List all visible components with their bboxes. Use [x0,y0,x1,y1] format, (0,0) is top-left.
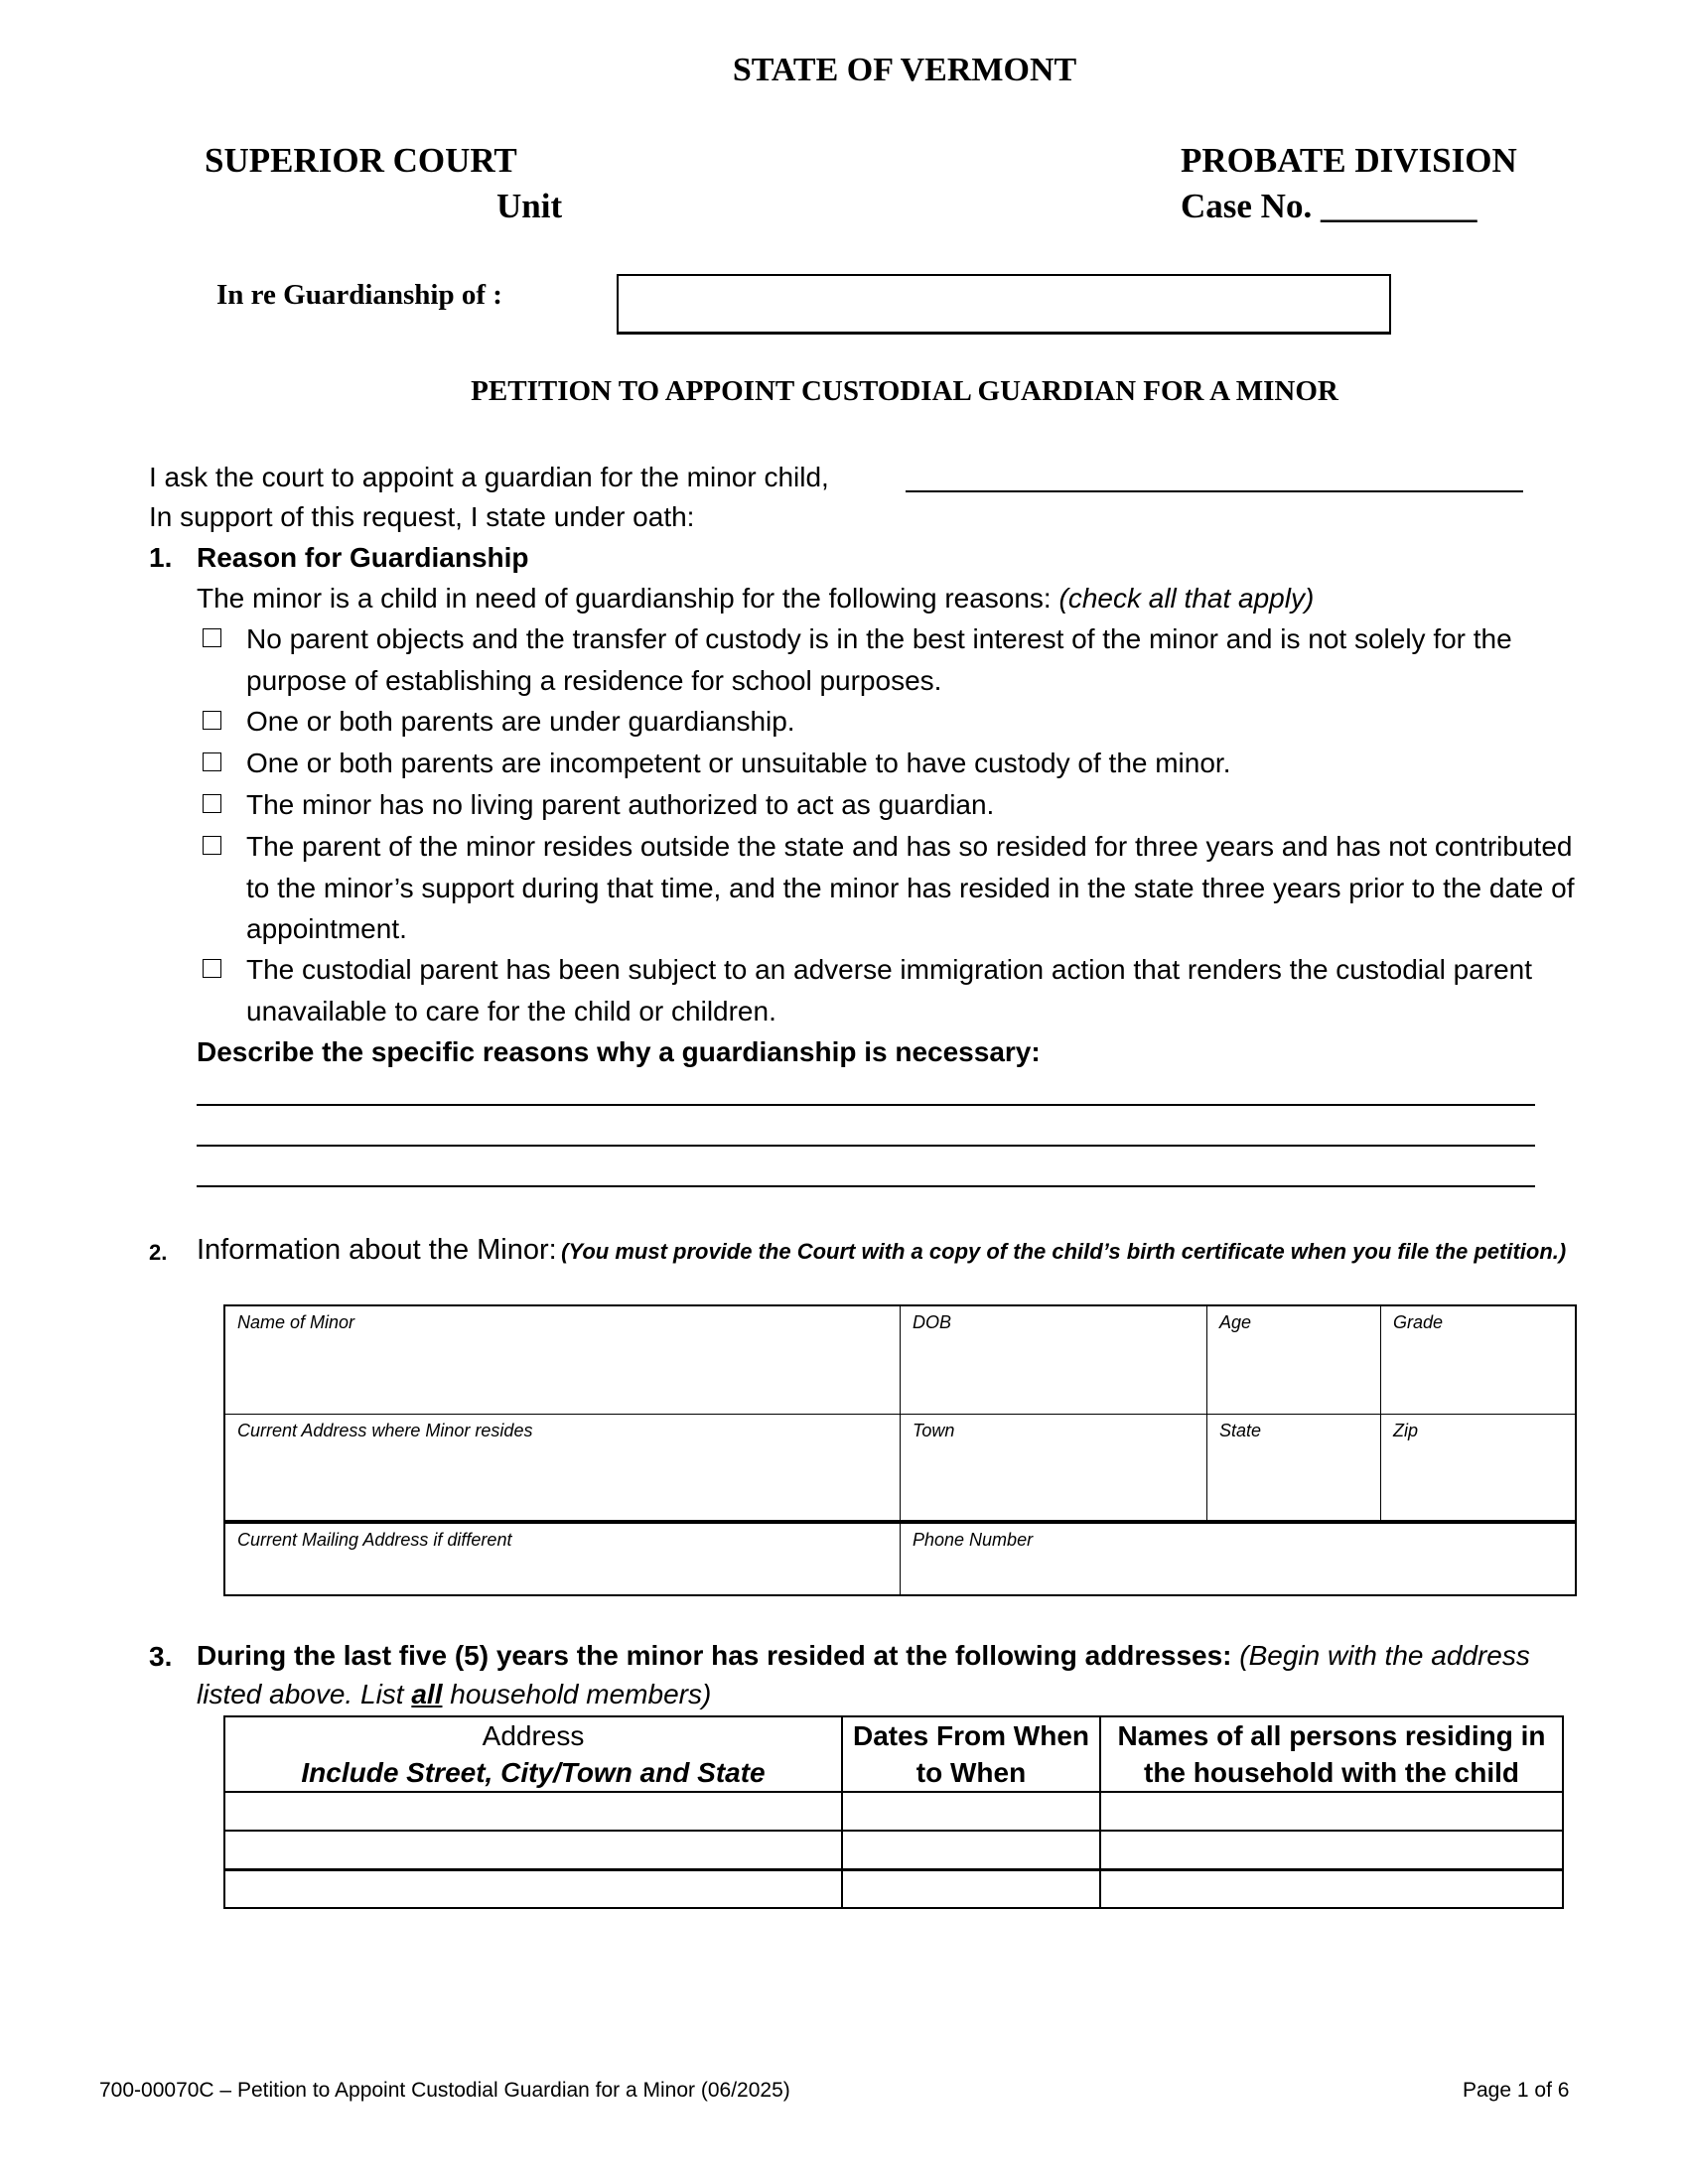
field-phone-number[interactable]: Phone Number [901,1522,1577,1595]
table-row [224,1869,1563,1908]
field-zip[interactable]: Zip [1381,1414,1577,1522]
minor-child-name-input[interactable] [906,490,1523,492]
describe-line-3[interactable] [197,1185,1535,1187]
section-3-heading: During the last five (5) years the minor has resided at the following addresses: [197,1640,1232,1671]
field-age[interactable]: Age [1207,1305,1381,1414]
footer-page-number: Page 1 of 6 [1463,2079,1570,2102]
petition-title: PETITION TO APPOINT CUSTODIAL GUARDIAN FOR A MINOR [471,375,1338,407]
reason-item [199,949,1589,1032]
field-town[interactable]: Town [901,1414,1207,1522]
section-3-note-open: (Begin with the address listed above. List [197,1640,1530,1709]
dates-cell[interactable] [842,1869,1100,1908]
in-re-label: In re Guardianship of : [216,279,502,311]
section-3-header [197,1636,1587,1713]
state-heading: STATE OF VERMONT [732,52,1077,88]
reason-checkbox[interactable] [203,752,221,771]
household-cell[interactable] [1100,1831,1563,1869]
field-grade[interactable]: Grade [1381,1305,1577,1414]
section-3-number: 3. [149,1641,173,1672]
reason-item [199,743,1589,784]
dates-cell[interactable] [842,1831,1100,1869]
reason-checkbox[interactable] [203,628,221,647]
intro-line-2: In support of this request, I state under oath: [149,501,695,532]
reason-text: One or both parents are under guardianship. [246,706,795,737]
section-1-lead [197,578,1314,619]
intro-line-1: I ask the court to appoint a guardian for the minor child, [149,462,829,492]
residence-history-table [223,1715,1564,1909]
section-1-lead-text: The minor is a child in need of guardianship for the following reasons: [197,583,1059,614]
reason-text: One or both parents are incompetent or unsuitable to have custody of the minor. [246,748,1231,778]
reason-item [199,784,1589,826]
court-name: SUPERIOR COURT [205,141,517,180]
reason-checkbox[interactable] [203,836,221,855]
section-2-note: (You must provide the Court with a copy of the child’s birth certificate when you file the petition.) [561,1239,1567,1264]
division-name: PROBATE DIVISION [1181,141,1517,180]
reason-item [199,618,1589,702]
section-1-number: 1. [149,542,173,573]
reason-text: No parent objects and the transfer of custody is in the best interest of the minor and is not solely for the purpose of establishing a residence for school purposes. [246,623,1512,696]
table-row [224,1831,1563,1869]
table-row [224,1792,1563,1831]
section-3-note-emph: all [411,1679,443,1709]
section-2-heading: Information about the Minor: [197,1234,557,1266]
address-cell[interactable] [224,1869,842,1908]
column-header-household: Names of all persons residing in the household with the child [1100,1716,1563,1792]
minor-info-table [223,1304,1577,1596]
household-cell[interactable] [1100,1869,1563,1908]
field-dob[interactable]: DOB [901,1305,1207,1414]
field-name-of-minor[interactable]: Name of Minor [224,1305,901,1414]
section-1-heading: Reason for Guardianship [197,542,529,573]
reason-item [199,826,1589,951]
column-header-dates: Dates From When to When [842,1716,1100,1792]
reason-text: The custodial parent has been subject to an adverse immigration action that renders the custodial parent unavailable to care for the child or children. [246,954,1532,1026]
section-2-header [197,1232,1587,1273]
dates-cell[interactable] [842,1792,1100,1831]
section-1-lead-note: (check all that apply) [1058,583,1315,614]
describe-label: Describe the specific reasons why a guardianship is necessary: [197,1036,1041,1067]
section-3-note-close: household members) [442,1679,712,1709]
describe-line-2[interactable] [197,1145,1535,1147]
field-state[interactable]: State [1207,1414,1381,1522]
column-header-address: Address Include Street, City/Town and State [224,1716,842,1792]
case-number-field[interactable]: Case No. _________ [1181,187,1477,225]
reason-item [199,701,1589,743]
section-2-number: 2. [149,1240,168,1265]
field-mailing-address[interactable]: Current Mailing Address if different [224,1522,901,1595]
unit-label: Unit [496,187,563,225]
reason-checkbox[interactable] [203,794,221,813]
address-cell[interactable] [224,1831,842,1869]
in-re-guardianship-input[interactable] [617,274,1391,335]
describe-line-1[interactable] [197,1104,1535,1106]
reason-text: The parent of the minor resides outside the state and has so resided for three years and has not contributed to the minor’s support during that time, and the minor has resided in the state three years prior to the date of appointment. [246,831,1575,945]
field-current-address[interactable]: Current Address where Minor resides [224,1414,901,1522]
household-cell[interactable] [1100,1792,1563,1831]
footer-form-id: 700-00070C – Petition to Appoint Custodial Guardian for a Minor (06/2025) [99,2079,790,2102]
address-cell[interactable] [224,1792,842,1831]
reason-checkbox[interactable] [203,711,221,730]
reason-checkbox[interactable] [203,959,221,978]
reason-text: The minor has no living parent authorized to act as guardian. [246,789,995,820]
